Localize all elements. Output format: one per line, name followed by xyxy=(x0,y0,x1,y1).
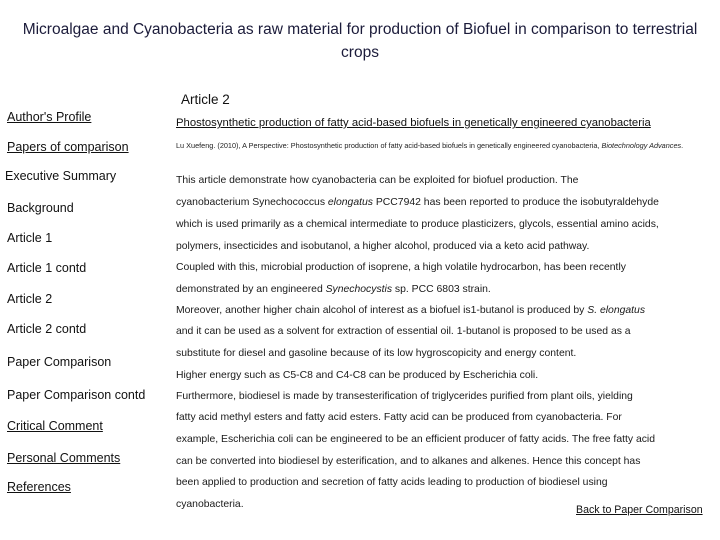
sidebar-item-background[interactable]: Background xyxy=(7,201,74,215)
sidebar-item-references[interactable]: References xyxy=(7,480,71,494)
body-line xyxy=(176,348,576,359)
body-text: cyanobacteria. xyxy=(176,499,244,510)
body-text: Higher energy such as C5-C8 and C4-C8 can be produced by Escherichia coli. xyxy=(176,370,539,381)
sidebar-item-papers-of-comparison[interactable]: Papers of comparison xyxy=(7,140,129,154)
body-line xyxy=(176,477,608,488)
sidebar-item-article-1[interactable]: Article 1 xyxy=(7,231,53,245)
body-italic: Synechocystis xyxy=(325,284,393,295)
body-text: demonstrated by an engineered xyxy=(176,284,326,295)
body-line xyxy=(176,284,491,295)
sidebar-item-article-2[interactable]: Article 2 xyxy=(7,292,53,306)
sidebar-item-authors-profile[interactable]: Author's Profile xyxy=(7,110,92,124)
sidebar-item-article-2-contd[interactable]: Article 2 contd xyxy=(7,322,87,336)
body-text: which is used primarily as a chemical intermediate to produce plasticizers, glycols, essential amino acids, xyxy=(176,219,659,230)
body-line xyxy=(176,175,578,186)
body-text: substitute for diesel and gasoline because of its low hygroscopicity and energy content. xyxy=(176,348,577,359)
body-line xyxy=(176,434,655,445)
body-line xyxy=(176,499,244,510)
sidebar-item-personal-comments[interactable]: Personal Comments xyxy=(7,451,121,465)
sidebar-item-paper-comparison[interactable]: Paper Comparison xyxy=(7,355,112,369)
page-title: Microalgae and Cyanobacteria as raw material for production of Biofuel in comparison to terrestrial crops xyxy=(22,21,698,61)
body-line xyxy=(176,412,622,423)
body-line xyxy=(176,305,645,316)
sidebar-item-article-1-contd[interactable]: Article 1 contd xyxy=(7,261,87,275)
body-line xyxy=(176,219,659,230)
body-line xyxy=(176,370,538,381)
body-text: can be converted into biodiesel by esterification, and to alkanes and alkenes. Hence this concept has xyxy=(176,456,641,467)
sidebar-item-paper-comparison-contd[interactable]: Paper Comparison contd xyxy=(7,388,146,402)
body-italic: S. elongatus xyxy=(587,305,646,316)
body-line xyxy=(176,456,640,467)
body-line xyxy=(176,262,626,273)
body-text: been applied to production and secretion of fatty acids leading to production of biodiesel using xyxy=(176,477,608,488)
citation xyxy=(176,141,683,150)
body-line xyxy=(176,241,589,252)
body-text: cyanobacterium Synechococcus xyxy=(176,197,328,208)
citation-end: . xyxy=(681,141,684,150)
sidebar-item-executive-summary[interactable]: Executive Summary xyxy=(5,169,117,183)
sidebar-item-critical-comment[interactable]: Critical Comment xyxy=(7,419,103,433)
body-text: Coupled with this, microbial production of isoprene, a high volatile hydrocarbon, has been recently xyxy=(176,262,626,273)
body-text: Moreover, another higher chain alcohol of interest as a biofuel is1-butanol is produced by xyxy=(176,305,588,316)
body-text: fatty acid methyl esters and fatty acid esters. Fatty acid can be produced from cyanobacteria. For xyxy=(176,412,622,423)
body-line xyxy=(176,197,659,208)
back-to-paper-comparison-link[interactable]: Back to Paper Comparison xyxy=(576,504,703,516)
body-line xyxy=(176,391,633,402)
body-line xyxy=(176,326,631,337)
body-italic: elongatus xyxy=(327,197,373,208)
citation-text: Lu Xuefeng. (2010), A Perspective: Phostosynthetic production of fatty acid-based biofuels in genetically engineered cyanobacteria, xyxy=(176,141,602,150)
article-heading: Article 2 xyxy=(181,92,230,107)
body-text: sp. PCC 6803 strain. xyxy=(392,284,491,295)
body-text: Furthermore, biodiesel is made by transesterification of triglycerides purified from plant oils, yielding xyxy=(176,391,633,402)
body-text: polymers, insecticides and isobutanol, a higher alcohol, produced via a keto acid pathway. xyxy=(176,241,590,252)
citation-journal: Biotechnology Advances xyxy=(601,141,682,150)
body-text: and it can be used as a solvent for extraction of essential oil. 1-butanol is proposed to be used as a xyxy=(176,326,631,337)
article-title: Phostosynthetic production of fatty acid-based biofuels in genetically engineered cyanobacteria xyxy=(176,117,651,129)
body-text: This article demonstrate how cyanobacteria can be exploited for biofuel production. The xyxy=(176,175,579,186)
body-text: PCC7942 has been reported to produce the isobutyraldehyde xyxy=(372,197,659,208)
body-text: example, Escherichia coli can be engineered to be an efficient producer of fatty acids. The free fatty acid xyxy=(176,434,656,445)
